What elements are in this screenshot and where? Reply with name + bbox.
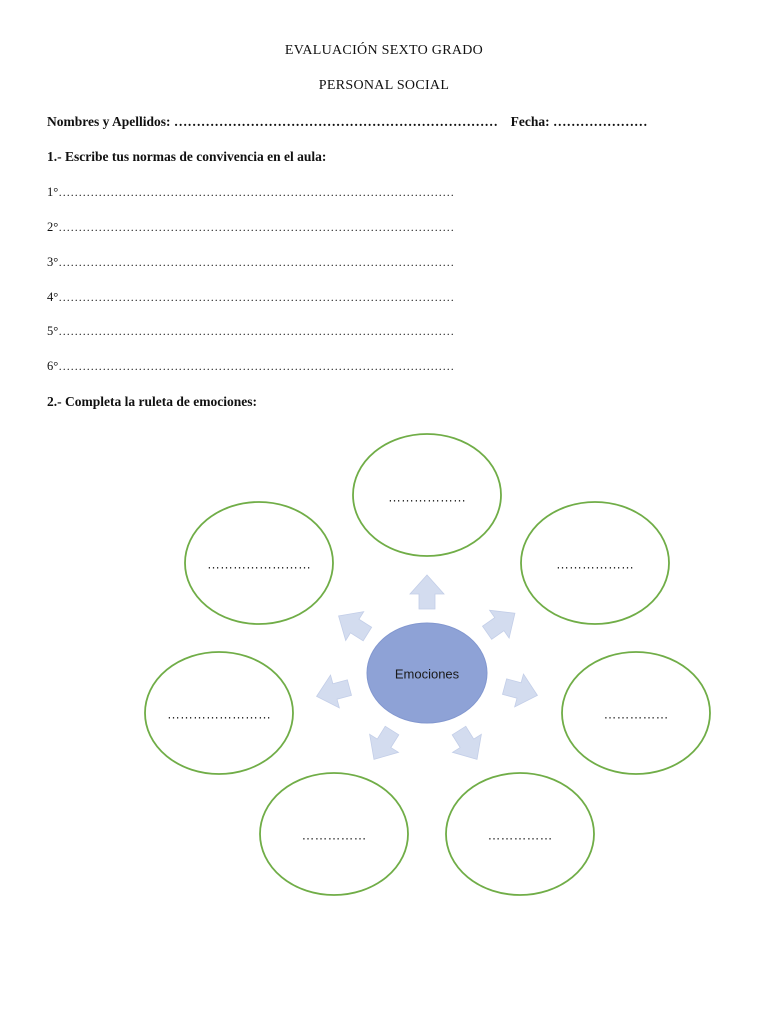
question-1-prompt: 1.- Escribe tus normas de convivencia en el aula: <box>47 149 327 164</box>
arrow-up-icon <box>410 575 444 609</box>
arrow-up-left-icon <box>330 602 377 649</box>
rule-number: 3° <box>47 255 59 269</box>
name-colon: : <box>166 114 171 129</box>
name-label: Nombres y Apellidos <box>47 114 167 129</box>
page-title: EVALUACIÓN SEXTO GRADO <box>284 43 484 58</box>
bubble-label-upper-left[interactable]: …………………… <box>207 556 311 572</box>
rule-number: 4° <box>47 290 59 304</box>
rule-number: 1° <box>47 185 59 199</box>
question-2-prompt: 2.- Completa la ruleta de emociones: <box>47 394 257 409</box>
rule-number: 2° <box>47 220 59 234</box>
date-label: Fecha: <box>510 114 550 129</box>
bubble-label-top[interactable]: ……………… <box>388 489 466 505</box>
page-subtitle: PERSONAL SOCIAL <box>318 78 450 93</box>
arrow-right-icon <box>500 670 542 712</box>
rule-blank[interactable]: ……………………………………………………………………………………… <box>58 255 455 269</box>
bubble-label-lower-left[interactable]: …………………… <box>167 706 271 722</box>
rule-blank[interactable]: ……………………………………………………………………………………… <box>58 359 455 373</box>
bubble-label-upper-right[interactable]: ……………… <box>556 556 634 572</box>
bubble-label-bottom-right[interactable]: …………… <box>487 827 553 843</box>
rule-blank[interactable]: ……………………………………………………………………………………… <box>58 185 455 199</box>
center-label: Emociones <box>394 666 460 682</box>
bubble-label-lower-right[interactable]: …………… <box>603 706 669 722</box>
rule-blank[interactable]: ……………………………………………………………………………………… <box>58 324 455 338</box>
arrow-down-right-icon <box>445 722 492 769</box>
rule-number: 6° <box>47 359 59 373</box>
date-blank[interactable]: ………………… <box>553 114 648 129</box>
rule-blank[interactable]: ……………………………………………………………………………………… <box>58 220 455 234</box>
arrow-up-right-icon <box>477 599 524 646</box>
arrow-down-left-icon <box>360 722 407 769</box>
rule-number: 5° <box>47 324 59 338</box>
name-blank[interactable]: ……………………………………………………………… <box>173 114 498 129</box>
arrow-left-icon <box>312 671 354 713</box>
rule-blank[interactable]: ……………………………………………………………………………………… <box>58 290 455 304</box>
bubble-label-bottom-left[interactable]: …………… <box>301 827 367 843</box>
